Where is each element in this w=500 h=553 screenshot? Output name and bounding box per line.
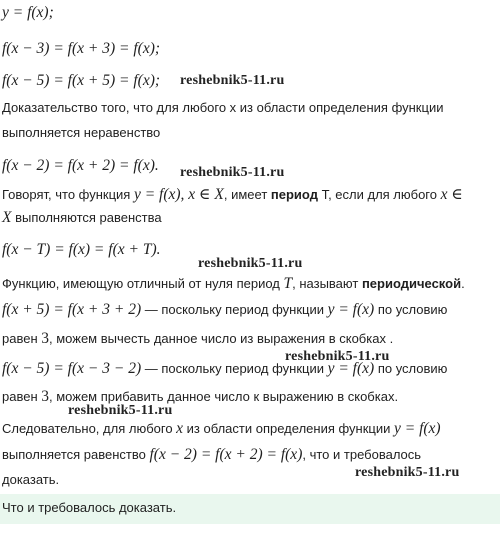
watermark-3: reshebnik5-11.ru [198, 256, 303, 271]
step2-text-2: по условию [374, 361, 448, 376]
step1-text: — поскольку период функции [141, 302, 328, 317]
conclusion-text-a: Следовательно, для любого [2, 421, 177, 436]
step1-text-3: равен [2, 331, 42, 346]
text-line-10 [2, 275, 496, 293]
conclusion-math-x: x [176, 420, 184, 437]
text-line-4 [2, 100, 496, 115]
text-line-5 [2, 125, 496, 140]
step1-text-4: , можем вычесть данное число из выражения в скобках . [49, 331, 394, 346]
definition-text-c: T, если для любого [317, 187, 441, 202]
definition-text-b: , имеет [223, 187, 271, 202]
equation-period-5: f(x − 5) = f(x + 5) = f(x); [2, 72, 161, 89]
step2-text: — поскольку период функции [141, 361, 328, 376]
definition-math-2: x ∈ [440, 186, 463, 203]
equation-line-2 [2, 40, 496, 58]
text-line-8 [2, 209, 496, 227]
term-periodic: периодической [361, 276, 462, 291]
conclusion-math-eq: f(x − 2) = f(x + 2) = f(x) [149, 446, 303, 463]
equation-period-t: f(x − T) = f(x) = f(x + T). [2, 241, 161, 258]
watermark-2: reshebnik5-11.ru [180, 165, 285, 180]
conclusion-text-c: выполняется равенство [2, 447, 150, 462]
definition-text-a: Говорят, что функция [2, 187, 134, 202]
text-line-7 [2, 185, 496, 204]
watermark-1: reshebnik5-11.ru [180, 73, 285, 88]
text-line-12 [2, 330, 496, 348]
definition-text-d: выполняются равенства [11, 210, 162, 225]
term-period: период [270, 187, 318, 202]
equation-period-2: f(x − 2) = f(x + 2) = f(x). [2, 157, 159, 174]
step2-number: 3 [41, 388, 49, 405]
step1-math-2: y = f(x) [327, 301, 375, 318]
answer-box [0, 494, 500, 524]
text-line-11 [2, 301, 496, 319]
step2-text-4: , можем прибавить данное число к выражению в скобках. [49, 389, 399, 404]
watermark-5: reshebnik5-11.ru [68, 403, 173, 418]
text-line-15 [2, 420, 496, 438]
periodic-text-a: Функцию, имеющую отличный от нуля период [2, 276, 284, 291]
step1-text-2: по условию [374, 302, 448, 317]
equation-period-3: f(x − 3) = f(x + 3) = f(x); [2, 40, 161, 57]
conclusion-math-y: y = f(x) [393, 420, 441, 437]
periodic-text-b: , называют [292, 276, 362, 291]
step1-number: 3 [41, 330, 49, 347]
step1-math: f(x + 5) = f(x + 3 + 2) [2, 301, 142, 318]
set-x: X [2, 209, 12, 226]
step2-math-2: y = f(x) [327, 360, 375, 377]
equation-y-equals-fx: y = f(x); [2, 4, 54, 21]
step2-math: f(x − 5) = f(x − 3 − 2) [2, 360, 142, 377]
equation-line-1 [2, 4, 496, 22]
proof-intro-text: Доказательство того, что для любого x из области определения функции [2, 100, 444, 115]
watermark-4: reshebnik5-11.ru [285, 349, 390, 364]
text-line-16 [2, 446, 496, 464]
watermark-6: reshebnik5-11.ru [355, 465, 460, 480]
conclusion-text-e: доказать. [2, 472, 60, 487]
conclusion-text-b: из области определения функции [183, 421, 394, 436]
answer-text: Что и требовалось доказать. [2, 500, 177, 515]
period-t: T [283, 275, 293, 292]
step2-text-3: равен [2, 389, 42, 404]
conclusion-text-d: , что и требовалось [302, 447, 422, 462]
definition-math: y = f(x), x ∈ X [133, 186, 224, 203]
text-line-13 [2, 360, 496, 378]
periodic-text-c: . [461, 276, 465, 291]
proof-intro-text-2: выполняется неравенство [2, 125, 161, 140]
